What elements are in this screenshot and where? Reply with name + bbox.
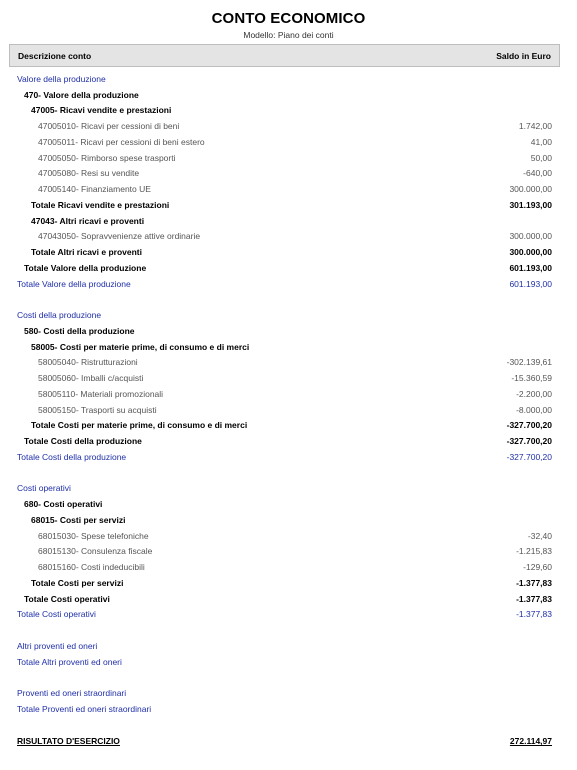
account-row: [0, 560, 577, 574]
section-total-row: [0, 450, 577, 464]
result-value: 272.114,97: [509, 736, 552, 746]
row-label: Totale Altri ricavi e proventi: [31, 247, 143, 257]
row-label: Totale Costi della produzione: [17, 452, 127, 462]
row-value: 50,00: [530, 153, 552, 163]
row-value: -1.377,83: [516, 594, 552, 604]
row-value: 601.193,00: [509, 263, 552, 273]
account-row: [0, 403, 577, 417]
row-label: Totale Costi della produzione: [24, 436, 142, 446]
row-label: Totale Valore della produzione: [17, 279, 131, 289]
group-total-row: [0, 434, 577, 448]
subtotal-row: [0, 418, 577, 432]
row-label: 47005011- Ricavi per cessioni di beni estero: [38, 137, 205, 147]
subtotal-row: [0, 198, 577, 212]
subtotal-row: [0, 245, 577, 259]
subgroup-heading: [0, 103, 577, 117]
row-label: 68015130- Consulenza fiscale: [38, 546, 153, 556]
subtotal-row: [0, 576, 577, 590]
row-value: 41,00: [530, 137, 552, 147]
row-label: Valore della produzione: [17, 74, 106, 84]
row-label: 47043- Altri ricavi e proventi: [31, 216, 145, 226]
group-heading: [0, 88, 577, 102]
row-value: -640,00: [523, 168, 552, 178]
row-value: -32,40: [527, 531, 552, 541]
row-label: 58005060- Imballi c/acquisti: [38, 373, 144, 383]
row-label: 680- Costi operativi: [24, 499, 103, 509]
row-label: 47005080- Resi su vendite: [38, 168, 140, 178]
row-value: 300.000,00: [509, 231, 552, 241]
row-value: 601.193,00: [509, 279, 552, 289]
group-heading: [0, 497, 577, 511]
section-heading-costi-operativi: [0, 481, 577, 495]
row-value: -8.000,00: [516, 405, 552, 415]
row-value: -129,60: [523, 562, 552, 572]
row-value: -1.377,83: [516, 578, 552, 588]
account-row: [0, 371, 577, 385]
section-total-row: [0, 655, 577, 669]
account-row: [0, 166, 577, 180]
row-label: 47005140- Finanziamento UE: [38, 184, 151, 194]
row-label: Totale Costi per servizi: [31, 578, 124, 588]
row-label: 47043050- Sopravvenienze attive ordinarie: [38, 231, 201, 241]
row-label: 58005040- Ristrutturazioni: [38, 357, 138, 367]
row-label: 68015160- Costi indeducibili: [38, 562, 145, 572]
row-value: 301.193,00: [509, 200, 552, 210]
account-row: [0, 544, 577, 558]
row-value: 300.000,00: [509, 184, 552, 194]
section-heading-altri-proventi: [0, 639, 577, 653]
section-total-row: [0, 607, 577, 621]
group-total-row: [0, 261, 577, 275]
row-label: Totale Costi operativi: [24, 594, 110, 604]
account-row: [0, 229, 577, 243]
result-label: RISULTATO D'ESERCIZIO: [17, 736, 120, 746]
report-title: CONTO ECONOMICO: [211, 10, 366, 27]
group-heading: [0, 324, 577, 338]
subgroup-heading: [0, 214, 577, 228]
row-value: -2.200,00: [516, 389, 552, 399]
group-total-row: [0, 592, 577, 606]
row-value: -1.215,83: [516, 546, 552, 556]
row-label: 47005010- Ricavi per cessioni di beni: [38, 121, 180, 131]
row-value: -327.700,20: [506, 452, 552, 462]
row-label: 58005- Costi per materie prime, di consumo e di merci: [31, 342, 250, 352]
subgroup-heading: [0, 513, 577, 527]
row-value: -327.700,20: [506, 436, 552, 446]
account-row: [0, 135, 577, 149]
row-label: Totale Valore della produzione: [24, 263, 147, 273]
row-value: 1.742,00: [518, 121, 552, 131]
row-value: -302.139,61: [506, 357, 552, 367]
row-label: Proventi ed oneri straordinari: [17, 688, 127, 698]
row-label: 58005110- Materiali promozionali: [38, 389, 164, 399]
account-row: [0, 119, 577, 133]
table-header: [9, 44, 560, 67]
row-label: Totale Altri proventi ed oneri: [17, 657, 122, 667]
row-value: -15.360,59: [511, 373, 552, 383]
row-label: Costi operativi: [17, 483, 71, 493]
row-label: Costi della produzione: [17, 310, 102, 320]
row-label: 68015030- Spese telefoniche: [38, 531, 149, 541]
account-row: [0, 355, 577, 369]
row-label: Totale Proventi ed oneri straordinari: [17, 704, 152, 714]
row-label: 68015- Costi per servizi: [31, 515, 126, 525]
row-label: Totale Costi operativi: [17, 609, 96, 619]
row-label: 47005- Ricavi vendite e prestazioni: [31, 105, 172, 115]
account-row: [0, 387, 577, 401]
column-header-balance: Saldo in Euro: [496, 51, 551, 61]
row-label: 47005050- Rimborso spese trasporti: [38, 153, 176, 163]
row-label: Totale Ricavi vendite e prestazioni: [31, 200, 170, 210]
row-label: Altri proventi ed oneri: [17, 641, 98, 651]
subgroup-heading: [0, 340, 577, 354]
section-heading-costi-produzione: [0, 308, 577, 322]
report-subtitle: Modello: Piano dei conti: [243, 30, 334, 40]
result-row: [0, 734, 577, 748]
row-label: 58005150- Trasporti su acquisti: [38, 405, 157, 415]
row-value: -1.377,83: [516, 609, 552, 619]
account-row: [0, 151, 577, 165]
row-label: Totale Costi per materie prime, di consumo e di merci: [31, 420, 248, 430]
section-total-row: [0, 277, 577, 291]
row-value: -327.700,20: [506, 420, 552, 430]
column-header-description: Descrizione conto: [18, 51, 92, 61]
section-heading-valore-produzione: [0, 72, 577, 86]
account-row: [0, 182, 577, 196]
row-value: 300.000,00: [509, 247, 552, 257]
section-heading-proventi-straordinari: [0, 686, 577, 700]
section-total-row: [0, 702, 577, 716]
account-row: [0, 529, 577, 543]
row-label: 580- Costi della produzione: [24, 326, 135, 336]
row-label: 470- Valore della produzione: [24, 90, 139, 100]
